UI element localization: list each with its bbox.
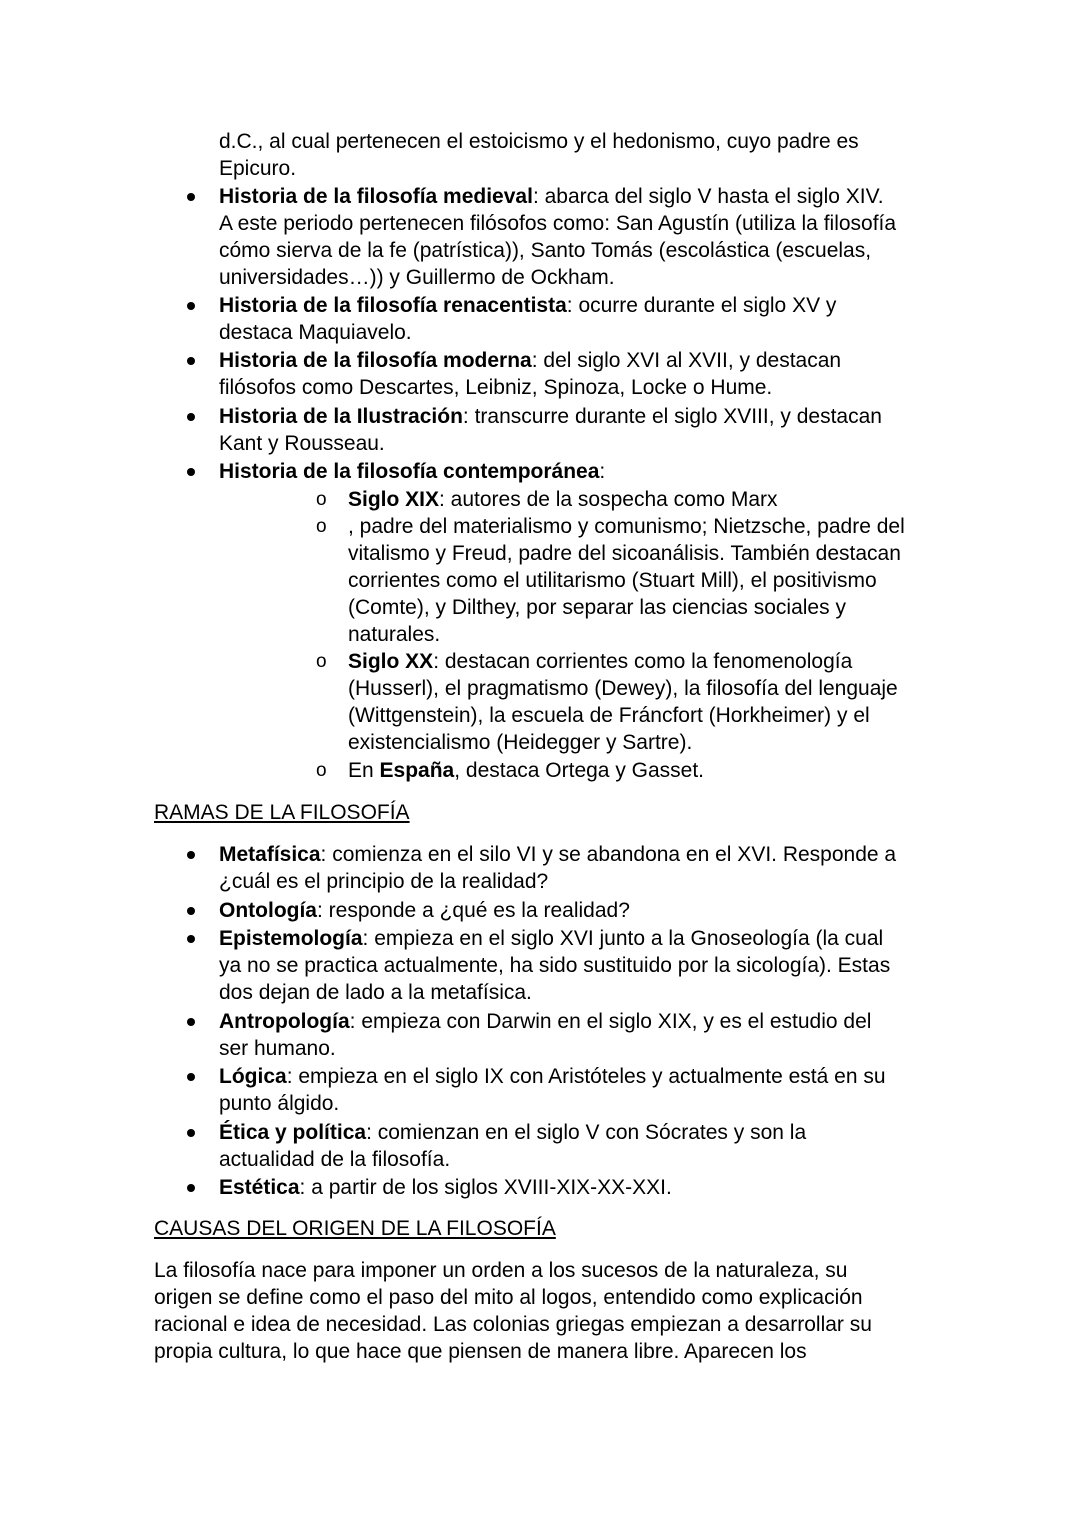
ramas-heading: RAMAS DE LA FILOSOFÍA	[154, 801, 410, 824]
sub-bullet-icon: o	[316, 489, 327, 510]
rama-metafisica-line-2: ¿cuál es el principio de la realidad?	[219, 870, 549, 893]
bullet-icon	[187, 193, 195, 201]
history-contemporanea-line-1: Historia de la filosofía contemporánea:	[219, 460, 606, 483]
espana-line: En España, destaca Ortega y Gasset.	[348, 759, 705, 782]
causas-para-line-2: origen se define como el paso del mito al logos, entendido como explicación	[154, 1286, 863, 1309]
siglo-xx-line-3: (Wittgenstein), la escuela de Fráncfort (Horkheimer) y el	[348, 704, 870, 727]
rama-ontologia-line-1: Ontología: responde a ¿qué es la realidad?	[219, 899, 630, 922]
history-ilustracion-line-1: Historia de la Ilustración: transcurre durante el siglo XVIII, y destacan	[219, 405, 882, 428]
marx-cont-line-5: naturales.	[348, 623, 441, 646]
history-medieval-line-4: universidades…)) y Guillermo de Ockham.	[219, 266, 615, 289]
rama-estetica-line-1: Estética: a partir de los siglos XVIII-XIX-XX-XXI.	[219, 1176, 672, 1199]
bullet-icon	[187, 1073, 195, 1081]
rama-etica-line-1: Ética y política: comienzan en el siglo V con Sócrates y son la	[219, 1121, 807, 1144]
history-ilustracion-line-2: Kant y Rousseau.	[219, 432, 385, 455]
history-renacentista-line-1: Historia de la filosofía renacentista: ocurre durante el siglo XV y	[219, 294, 837, 317]
bullet-icon	[187, 357, 195, 365]
marx-cont-line-1: , padre del materialismo y comunismo; Nietzsche, padre del	[348, 515, 905, 538]
causas-para-line-1: La filosofía nace para imponer un orden a los sucesos de la naturaleza, su	[154, 1259, 848, 1282]
rama-antropologia-line-1: Antropología: empieza con Darwin en el siglo XIX, y es el estudio del	[219, 1010, 872, 1033]
intro-line-2: Epicuro.	[219, 157, 297, 180]
rama-epistemologia-line-3: dos dejan de lado a la metafísica.	[219, 981, 532, 1004]
causas-para-line-3: racional e idea de necesidad. Las colonias griegas empiezan a desarrollar su	[154, 1313, 872, 1336]
causas-heading: CAUSAS DEL ORIGEN DE LA FILOSOFÍA	[154, 1217, 556, 1240]
intro-line-1: d.C., al cual pertenecen el estoicismo y el hedonismo, cuyo padre es	[219, 130, 859, 153]
bullet-icon	[187, 1018, 195, 1026]
bullet-icon	[187, 1184, 195, 1192]
bullet-icon	[187, 413, 195, 421]
marx-cont-line-2: vitalismo y Freud, padre del sicoanálisis. También destacan	[348, 542, 901, 565]
history-medieval-line-3: cómo sierva de la fe (patrística)), Santo Tomás (escolástica (escuelas,	[219, 239, 872, 262]
history-renacentista-line-2: destaca Maquiavelo.	[219, 321, 412, 344]
sub-bullet-icon: o	[316, 516, 327, 537]
history-medieval-line-2: A este periodo pertenecen filósofos como: San Agustín (utiliza la filosofía	[219, 212, 897, 235]
history-moderna-line-2: filósofos como Descartes, Leibniz, Spinoza, Locke o Hume.	[219, 376, 773, 399]
sub-bullet-icon: o	[316, 651, 327, 672]
bullet-icon	[187, 468, 195, 476]
siglo-xix-line: Siglo XIX: autores de la sospecha como Marx	[348, 488, 778, 511]
rama-epistemologia-line-1: Epistemología: empieza en el siglo XVI junto a la Gnoseología (la cual	[219, 927, 884, 950]
rama-metafisica-line-1: Metafísica: comienza en el silo VI y se abandona en el XVI. Responde a	[219, 843, 897, 866]
causas-para-line-4: propia cultura, lo que hace que piensen de manera libre. Aparecen los	[154, 1340, 807, 1363]
marx-cont-line-3: corrientes como el utilitarismo (Stuart Mill), el positivismo	[348, 569, 877, 592]
rama-logica-line-1: Lógica: empieza en el siglo IX con Aristóteles y actualmente está en su	[219, 1065, 886, 1088]
rama-etica-line-2: actualidad de la filosofía.	[219, 1148, 451, 1171]
history-moderna-line-1: Historia de la filosofía moderna: del siglo XVI al XVII, y destacan	[219, 349, 842, 372]
rama-epistemologia-line-2: ya no se practica actualmente, ha sido sustituido por la sicología). Estas	[219, 954, 891, 977]
bullet-icon	[187, 851, 195, 859]
marx-cont-line-4: (Comte), y Dilthey, por separar las ciencias sociales y	[348, 596, 846, 619]
rama-logica-line-2: punto álgido.	[219, 1092, 340, 1115]
bullet-icon	[187, 1129, 195, 1137]
siglo-xx-line-4: existencialismo (Heidegger y Sartre).	[348, 731, 693, 754]
siglo-xx-line-2: (Husserl), el pragmatismo (Dewey), la filosofía del lenguaje	[348, 677, 898, 700]
bullet-icon	[187, 907, 195, 915]
bullet-icon	[187, 935, 195, 943]
rama-antropologia-line-2: ser humano.	[219, 1037, 336, 1060]
bullet-icon	[187, 302, 195, 310]
sub-bullet-icon: o	[316, 760, 327, 781]
history-medieval-line-1: Historia de la filosofía medieval: abarca del siglo V hasta el siglo XIV.	[219, 185, 884, 208]
siglo-xx-line-1: Siglo XX: destacan corrientes como la fenomenología	[348, 650, 853, 673]
